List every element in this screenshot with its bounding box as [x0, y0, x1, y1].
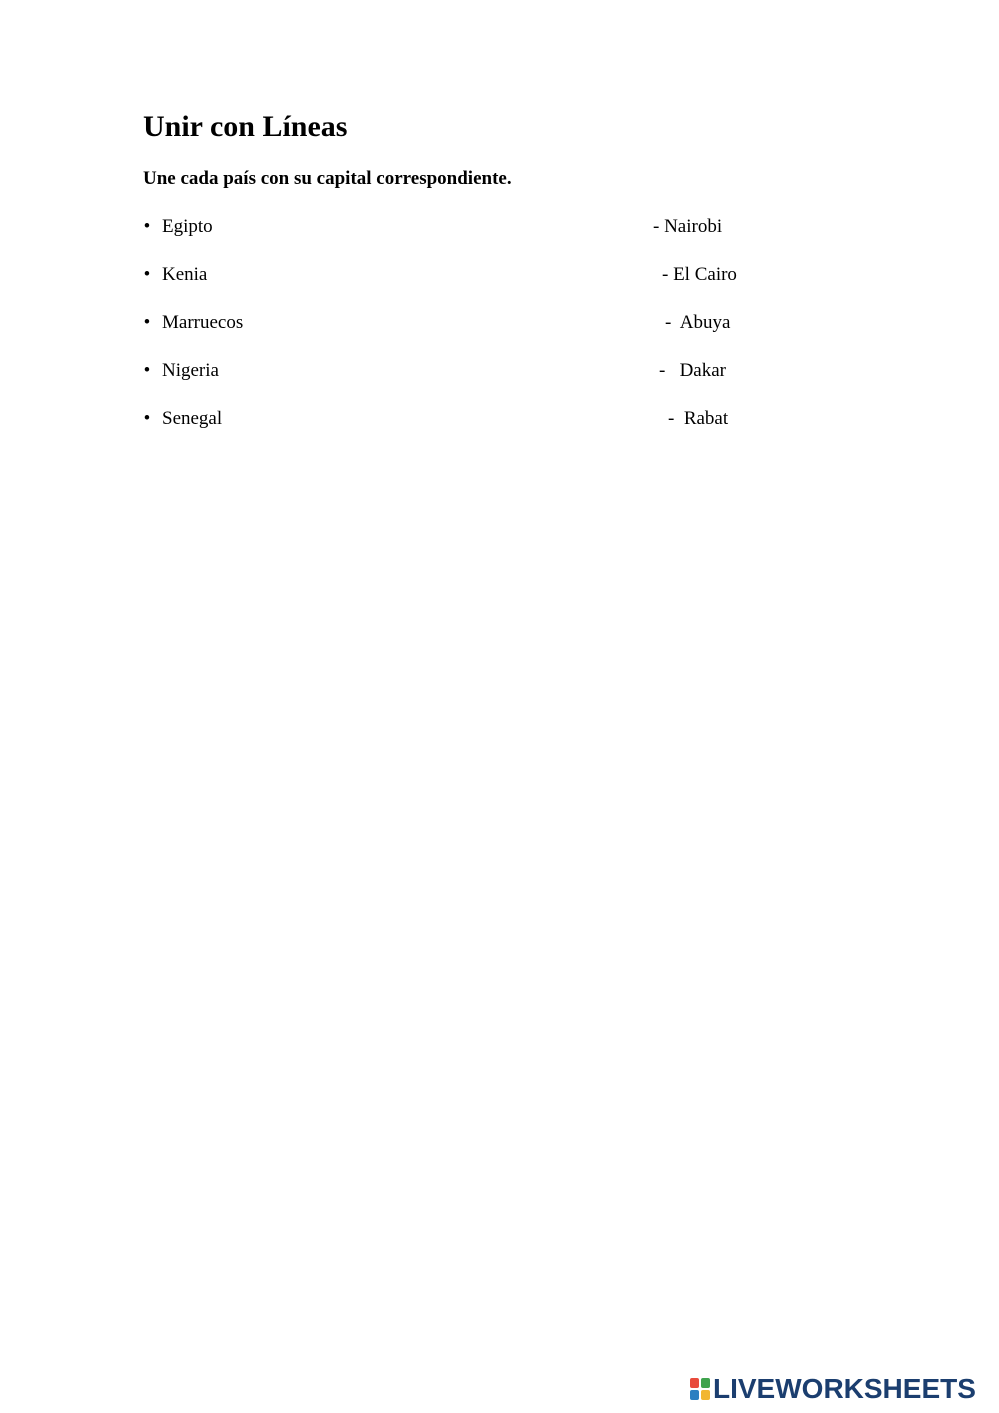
liveworksheets-logo-icon	[690, 1378, 710, 1400]
country-label[interactable]: Senegal	[162, 408, 223, 429]
capital-label[interactable]: - El Cairo	[662, 264, 737, 285]
capital-label[interactable]: - Nairobi	[653, 216, 723, 237]
match-row	[0, 309, 999, 337]
country-label[interactable]: Marruecos	[162, 312, 244, 333]
capital-label[interactable]: - Abuya	[665, 312, 731, 333]
bullet-icon: •	[143, 264, 151, 285]
match-row	[0, 405, 999, 433]
bullet-icon: •	[143, 312, 151, 333]
country-label[interactable]: Kenia	[162, 264, 208, 285]
capital-label[interactable]: - Dakar	[659, 360, 726, 381]
bullet-icon: •	[143, 408, 151, 429]
worksheet-title: Unir con Líneas	[143, 110, 348, 143]
match-row	[0, 261, 999, 289]
match-row	[0, 213, 999, 241]
country-label[interactable]: Nigeria	[162, 360, 219, 381]
brand-name: LIVEWORKSHEETS	[713, 1373, 976, 1404]
bullet-icon: •	[143, 216, 151, 237]
instruction-text: Une cada país con su capital correspondiente.	[143, 168, 512, 189]
brand-footer	[690, 1373, 976, 1405]
bullet-icon: •	[143, 360, 151, 381]
match-row	[0, 357, 999, 385]
country-label[interactable]: Egipto	[162, 216, 213, 237]
capital-label[interactable]: - Rabat	[668, 408, 729, 429]
